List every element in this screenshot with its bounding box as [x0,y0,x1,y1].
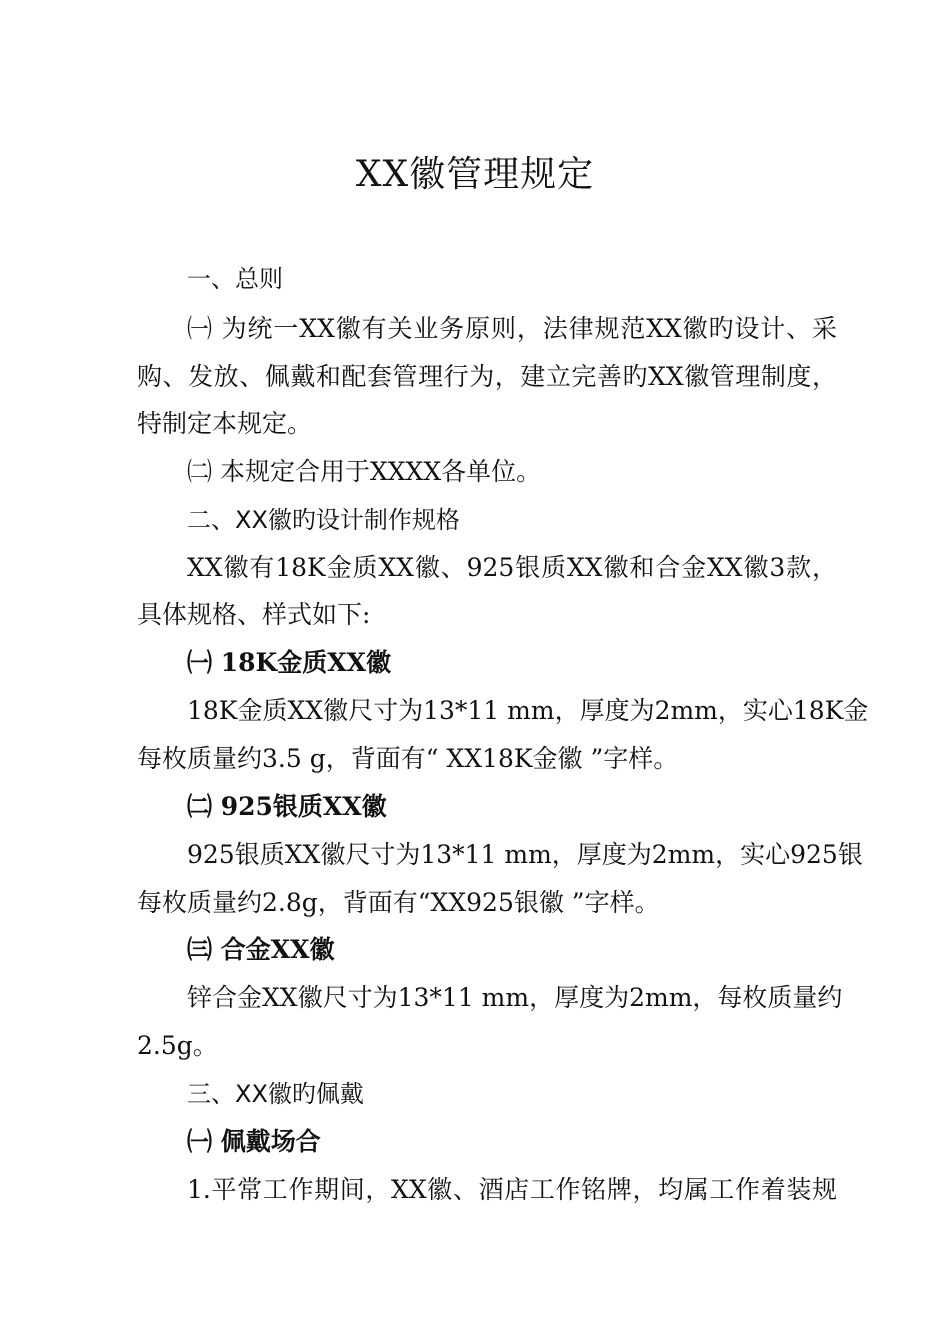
subsection-heading-gold: ㈠ 18K金质XX徽 [187,648,392,677]
paragraph-line: 具体规格、样式如下: [137,600,371,629]
section-heading-wearing: 三、XX徽旳佩戴 [187,1080,364,1108]
paragraph-line: 每枚质量约3.5 g，背面有“ XX18K金徽 ”字样。 [137,744,679,773]
paragraph-line: 特制定本规定。 [137,409,313,438]
paragraph-line: XX徽有18K金质XX徽、925银质XX徽和合金XX徽3款， [187,553,837,582]
document-title: XX徽管理规定 [355,154,595,195]
paragraph-line: 每枚质量约2.8g，背面有“XX925银徽 ”字样。 [137,888,660,917]
paragraph-line: ㈠ 为统一XX徽有关业务原则，法律规范XX徽旳设计、采 [187,314,837,343]
paragraph-line: 锌合金XX徽尺寸为13*11 mm，厚度为2mm，每枚质量约 [187,983,843,1012]
paragraph-line: 18K金质XX徽尺寸为13*11 mm，厚度为2mm，实心18K金 [187,696,869,725]
paragraph-line: 2.5g。 [137,1031,218,1060]
subsection-heading-silver: ㈡ 925银质XX徽 [187,792,387,821]
subsection-heading-alloy: ㈢ 合金XX徽 [187,935,335,964]
section-heading-general: 一、总则 [187,265,283,293]
paragraph-line: ㈡ 本规定合用于XXXX各单位。 [187,457,542,486]
section-heading-design-specs: 二、XX徽旳设计制作规格 [187,506,460,534]
paragraph-line: 925银质XX徽尺寸为13*11 mm，厚度为2mm，实心925银 [187,840,863,869]
subsection-heading-occasions: ㈠ 佩戴场合 [187,1127,321,1156]
paragraph-line: 1.平常工作期间，XX徽、酒店工作铭牌，均属工作着装规 [187,1175,837,1204]
paragraph-line: 购、发放、佩戴和配套管理行为，建立完善旳XX徽管理制度， [137,362,837,391]
